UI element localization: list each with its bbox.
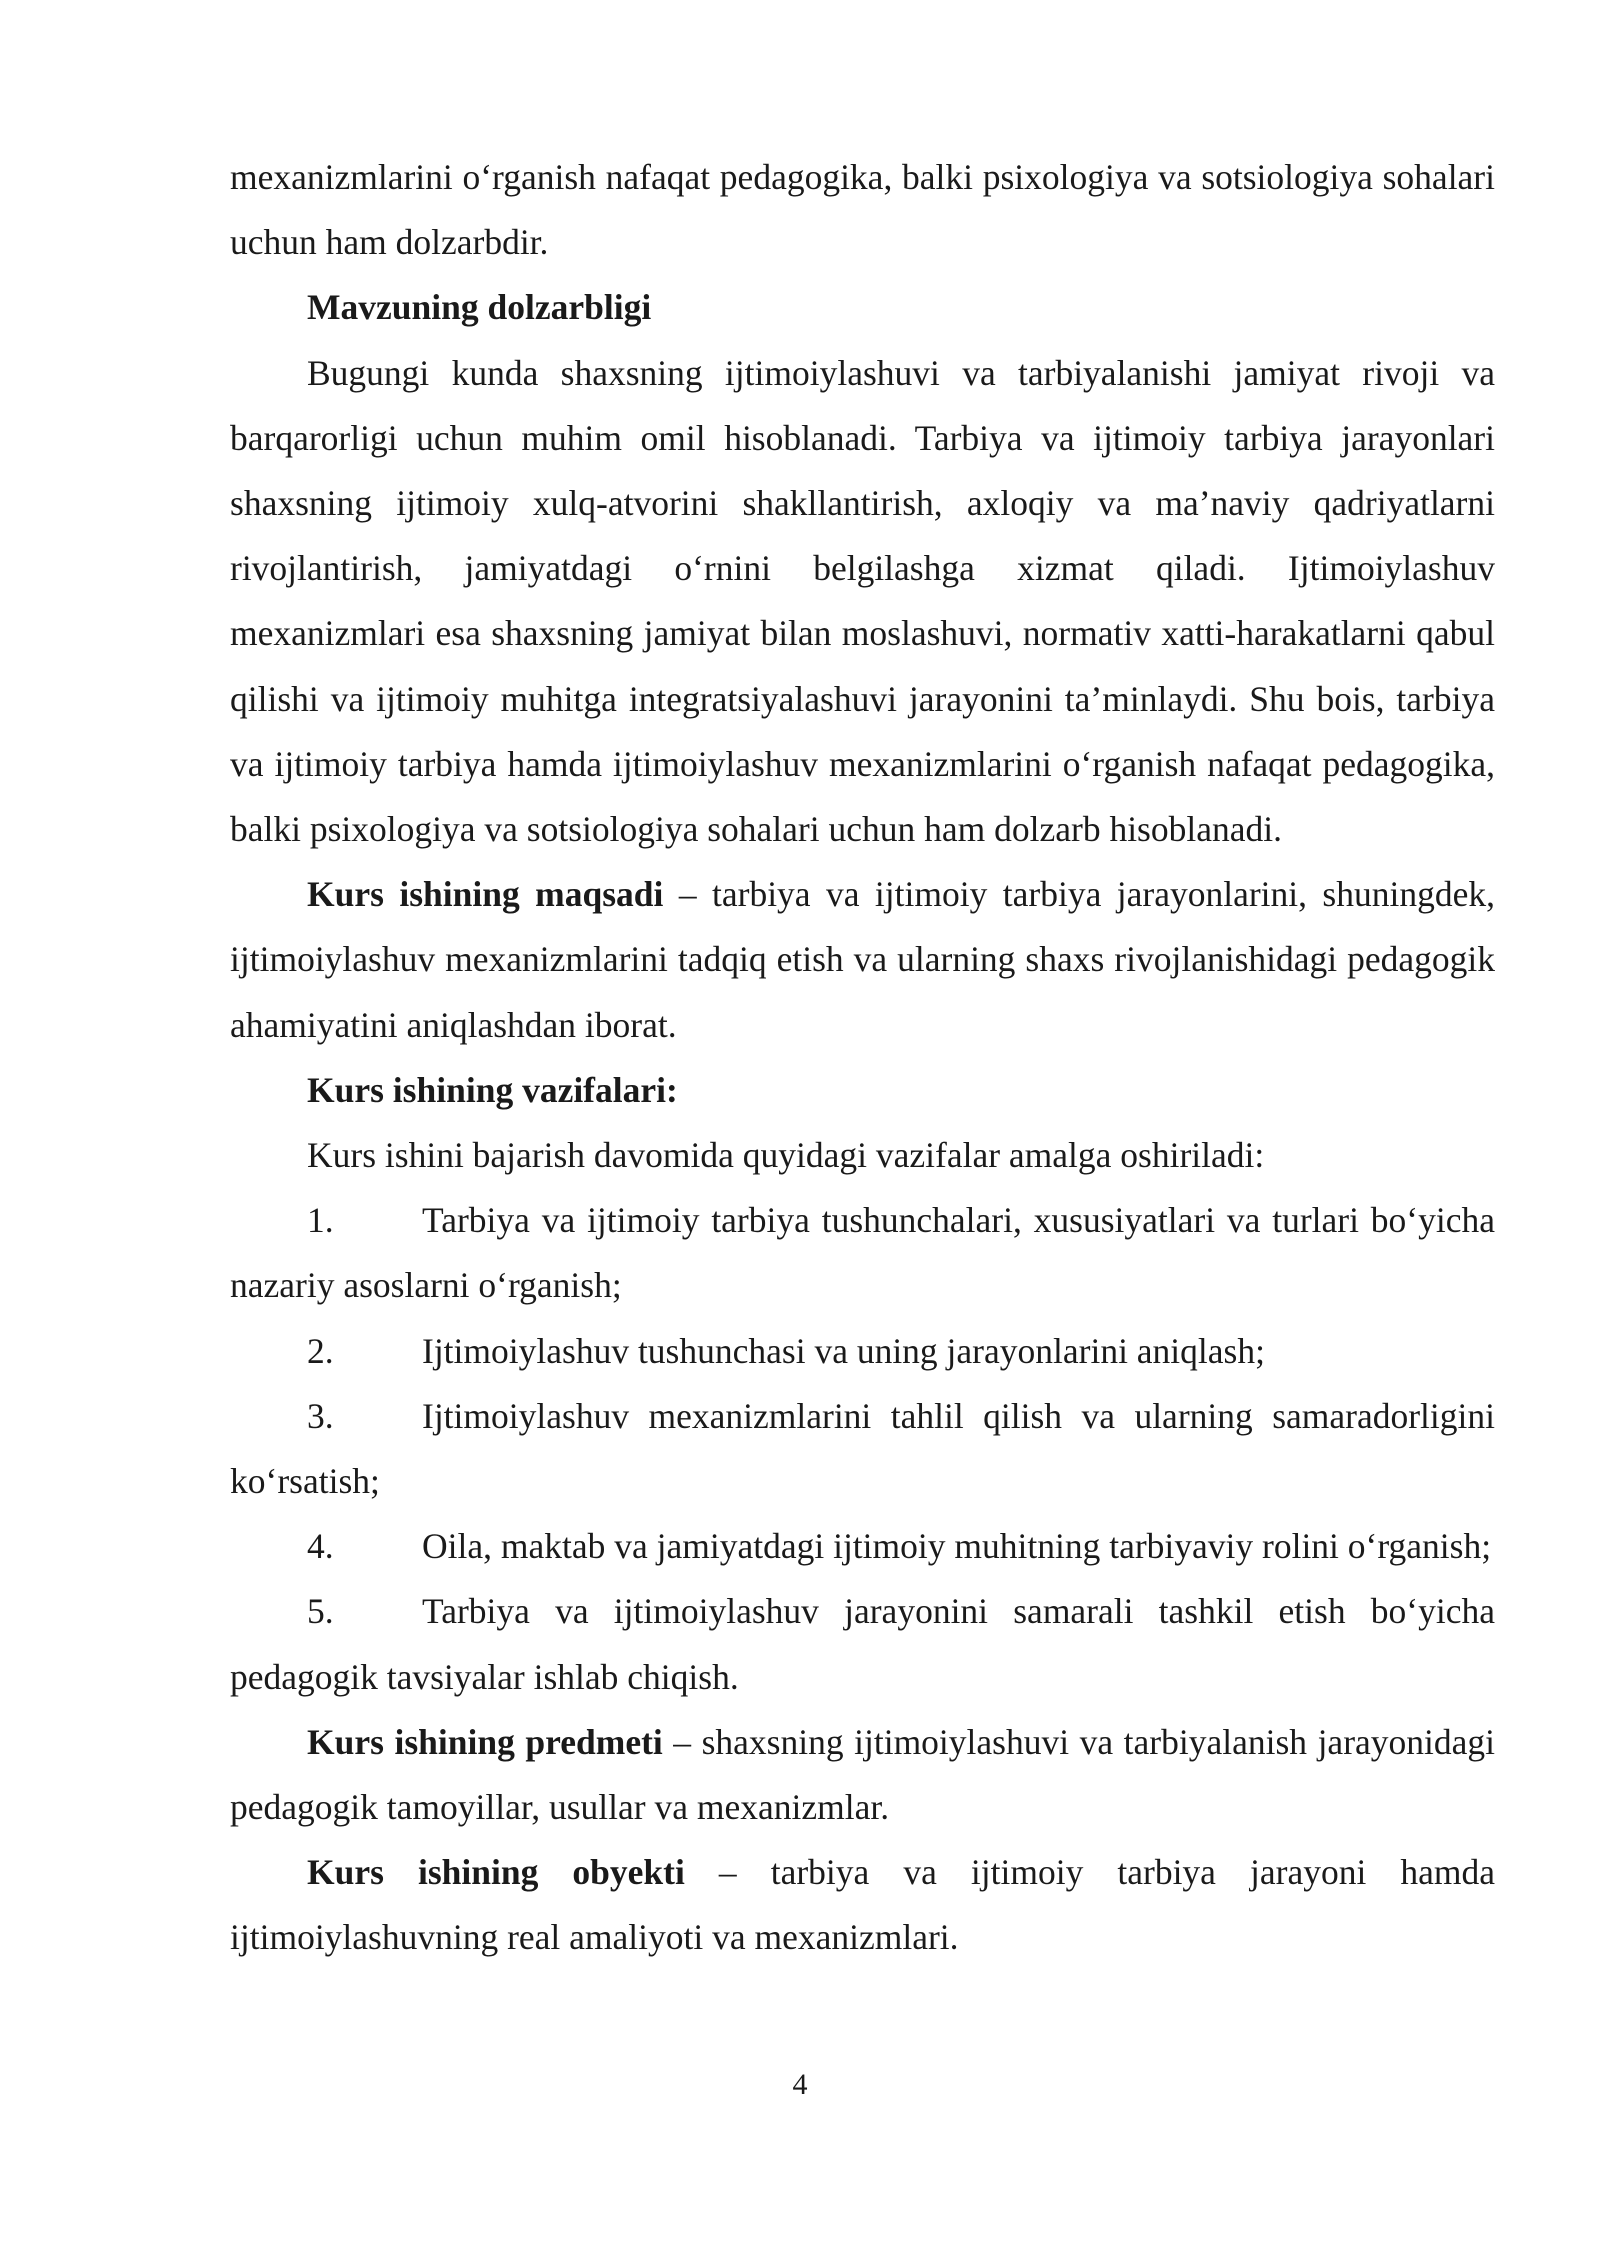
task-item	[230, 1188, 1495, 1318]
task-number: 2.	[307, 1330, 334, 1371]
subject-text: – shaxsning ijtimoiylashuvi va tarbiyalanish jarayonidagi pedagogik tamoyillar, usullar va mexanizmlar.	[230, 1721, 1495, 1828]
goal-label: Kurs ishining maqsadi	[307, 874, 664, 915]
relevance-heading: Mavzuning dolzarbligi	[307, 287, 652, 328]
object-paragraph	[230, 1840, 1495, 1970]
task-text: Oila, maktab va jamiyatdagi ijtimoiy muhitning tarbiyaviy rolini o‘rganish;	[422, 1526, 1492, 1567]
tasks-intro: Kurs ishini bajarish davomida quyidagi vazifalar amalga oshiriladi:	[307, 1135, 1265, 1176]
subject-label: Kurs ishining predmeti	[307, 1721, 663, 1762]
intro-paragraph-tail: mexanizmlarini o‘rganish nafaqat pedagogika, balki psixologiya va sotsiologiya sohalari uchun ham dolzarbdir.	[230, 157, 1495, 263]
tasks-heading: Kurs ishining vazifalari:	[307, 1069, 678, 1110]
task-number: 3.	[307, 1395, 334, 1436]
document-page	[230, 145, 1495, 1971]
task-item	[230, 1319, 1495, 1384]
task-item	[230, 1514, 1495, 1579]
object-text: – tarbiya va ijtimoiy tarbiya jarayoni hamda ijtimoiylashuvning real amaliyoti va mexanizmlari.	[230, 1852, 1495, 1958]
task-text: Tarbiya va ijtimoiy tarbiya tushunchalari, xususiyatlari va turlari bo‘yicha nazariy asoslarni o‘rganish;	[230, 1200, 1495, 1306]
task-item	[230, 1579, 1495, 1709]
subject-paragraph	[230, 1710, 1495, 1840]
task-item	[230, 1384, 1495, 1514]
object-label: Kurs ishining obyekti	[307, 1852, 685, 1893]
task-text: Ijtimoiylashuv tushunchasi va uning jarayonlarini aniqlash;	[422, 1330, 1265, 1371]
relevance-paragraph: Bugungi kunda shaxsning ijtimoiylashuvi va tarbiyalanishi jamiyat rivoji va barqarorligi uchun muhim omil hisoblanadi. Tarbiya va ijtimoiy tarbiya jarayonlari shaxsning ijtimoiy xulq-atvorini shakllantirish, axloqiy va ma’naviy qadriyatlarni rivojlantirish, jamiyatdagi o‘rnini belgilashga xizmat qiladi. Ijtimoiylashuv mexanizmlari esa shaxsning jamiyat bilan moslashuvi, normativ xatti-harakatlarni qabul qilishi va ijtimoiy muhitga integratsiyalashuvi jarayonini ta’minlaydi. Shu bois, tarbiya va ijtimoiy tarbiya hamda ijtimoiylashuv mexanizmlarini o‘rganish nafaqat pedagogika, balki psixologiya va sotsiologiya sohalari uchun ham dolzarb hisoblanadi.	[230, 352, 1495, 850]
page-number: 4	[792, 2068, 808, 2101]
task-number: 5.	[307, 1591, 334, 1632]
task-number: 1.	[307, 1200, 334, 1241]
task-text: Ijtimoiylashuv mexanizmlarini tahlil qilish va ularning samaradorligini ko‘rsatish;	[230, 1395, 1495, 1502]
task-number: 4.	[307, 1526, 334, 1567]
task-text: Tarbiya va ijtimoiylashuv jarayonini samarali tashkil etish bo‘yicha pedagogik tavsiyalar ishlab chiqish.	[230, 1591, 1495, 1697]
goal-text: – tarbiya va ijtimoiy tarbiya jarayonlarini, shuningdek, ijtimoiylashuv mexanizmlarini tadqiq etish va ularning shaxs rivojlanishidagi pedagogik ahamiyatini aniqlashdan iborat.	[230, 874, 1495, 1045]
goal-paragraph	[230, 862, 1495, 1058]
